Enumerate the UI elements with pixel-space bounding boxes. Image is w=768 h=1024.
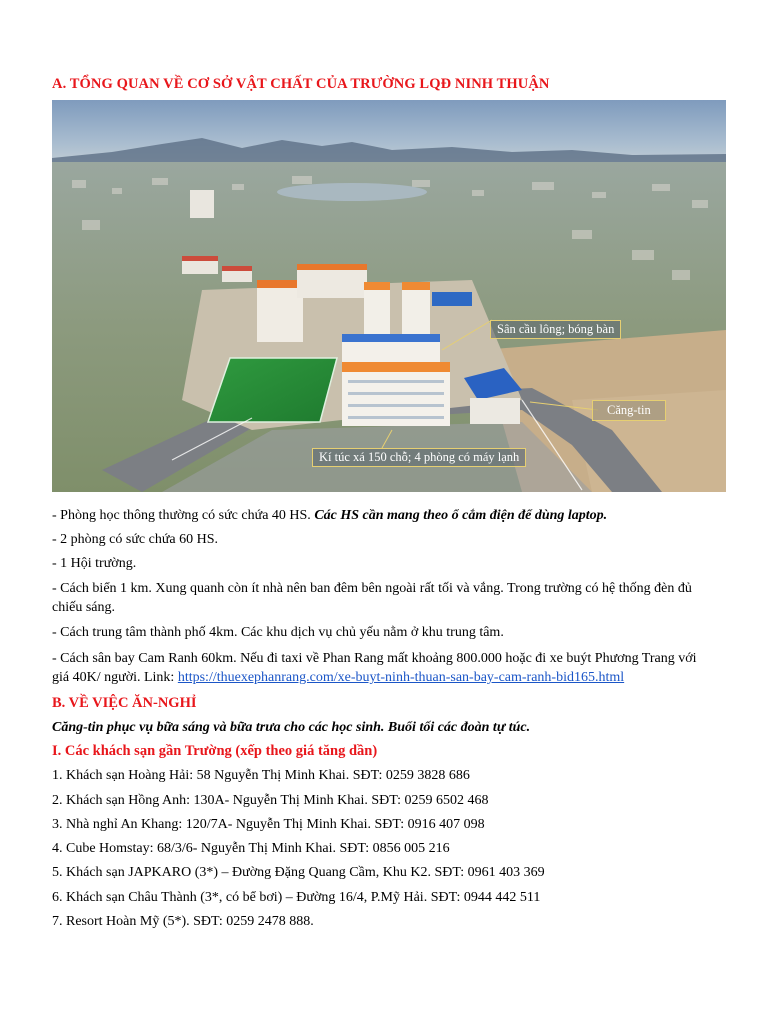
hotel-item: 7. Resort Hoàn Mỹ (5*). SĐT: 0259 2478 888. xyxy=(52,914,314,929)
section-a-title: A. TỔNG QUAN VỀ CƠ SỞ VẬT CHẤT CỦA TRƯỜNG LQĐ NINH THUẬN xyxy=(52,76,550,92)
hotel-item: 6. Khách sạn Châu Thành (3*, có bể bơi) – Đường 16/4, P.Mỹ Hải. SĐT: 0944 442 511 xyxy=(52,890,541,905)
airport-transport-text: - Cách sân bay Cam Ranh 60km. Nếu đi taxi về Phan Rang mất khoảng 800.000 hoặc đi xe buýt Phương Trang với giá 40K/ người. Link: xyxy=(52,651,697,685)
hotel-item: 3. Nhà nghỉ An Khang: 120/7A- Nguyễn Thị Minh Khai. SĐT: 0916 407 098 xyxy=(52,817,485,832)
callout-canteen: Căng-tin xyxy=(592,400,666,421)
callout-sports-court: Sân cầu lông; bóng bàn xyxy=(490,320,621,339)
section-b-title: B. VỀ VIỆC ĂN-NGHỈ xyxy=(52,695,197,711)
hotel-item: 1. Khách sạn Hoàng Hải: 58 Nguyễn Thị Minh Khai. SĐT: 0259 3828 686 xyxy=(52,768,470,783)
hotel-item: 4. Cube Homstay: 68/3/6- Nguyễn Thị Minh Khai. SĐT: 0856 005 216 xyxy=(52,841,450,856)
facility-airport-distance xyxy=(52,649,716,687)
facility-city-distance: - Cách trung tâm thành phố 4km. Các khu dịch vụ chủ yếu nằm ở khu trung tâm. xyxy=(52,625,504,640)
facility-laptop-note: Các HS cần mang theo ổ cắm điện để dùng laptop. xyxy=(314,508,608,523)
hotel-item: 2. Khách sạn Hồng Anh: 130A- Nguyễn Thị Minh Khai. SĐT: 0259 6502 468 xyxy=(52,793,489,808)
bus-info-link[interactable]: https://thuexephanrang.com/xe-buyt-ninh-thuan-san-bay-cam-ranh-bid165.html xyxy=(177,670,625,685)
facility-hall: - 1 Hội trường. xyxy=(52,556,137,571)
facility-classroom-text: - Phòng học thông thường có sức chứa 40 HS. xyxy=(52,508,315,523)
hotels-heading: I. Các khách sạn gần Trường (xếp theo giá tăng dần) xyxy=(52,743,378,759)
facility-large-rooms: - 2 phòng có sức chứa 60 HS. xyxy=(52,532,219,547)
facility-classroom-line xyxy=(52,506,716,525)
hotel-item: 5. Khách sạn JAPKARO (3*) – Đường Đặng Quang Cầm, Khu K2. SĐT: 0961 403 369 xyxy=(52,865,545,880)
campus-aerial-photo xyxy=(52,100,726,492)
canteen-note: Căng-tin phục vụ bữa sáng và bữa trưa cho các học sinh. Buổi tối các đoàn tự túc. xyxy=(52,720,531,735)
callout-dormitory: Kí túc xá 150 chỗ; 4 phòng có máy lạnh xyxy=(312,448,526,467)
facility-beach-distance: - Cách biển 1 km. Xung quanh còn ít nhà nên ban đêm bên ngoài rất tối và vắng. Trong trường có hệ thống đèn đủ chiếu sáng. xyxy=(52,581,692,615)
